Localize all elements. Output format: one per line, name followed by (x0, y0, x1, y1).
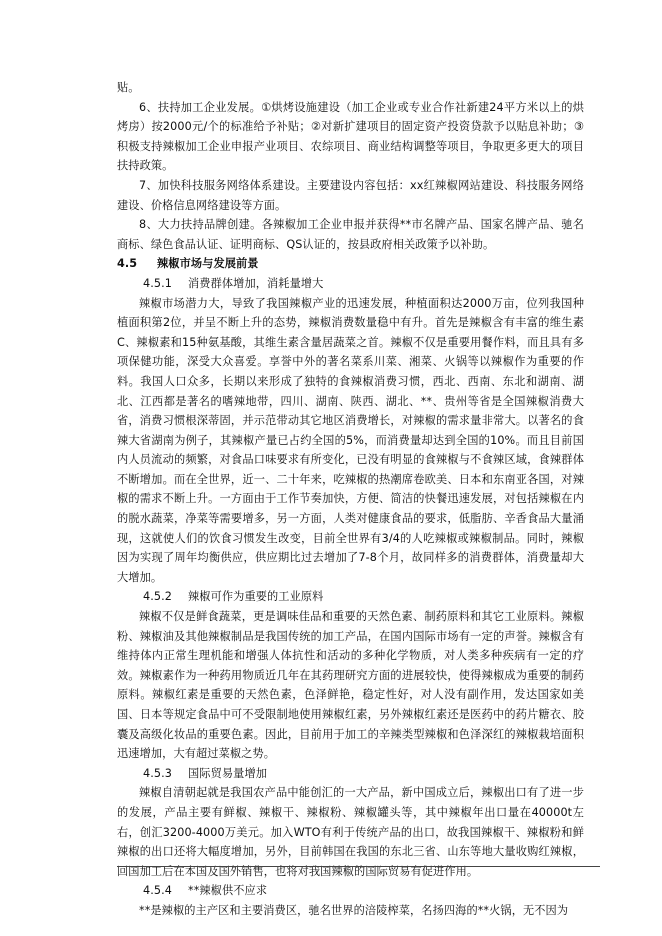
subsection-number: 4.5.1 (143, 276, 172, 290)
subsection-title: **辣椒供不应求 (188, 884, 268, 898)
subsection-heading-1 (117, 274, 584, 294)
subsection-title: 国际贸易量增加 (188, 766, 268, 780)
paragraph-item-6: 6、扶持加工企业发展。①烘烤设施建设（加工企业或专业合作社新建24平方米以上的烘烤房）按2000元/个的标准给予补贴；②对新扩建项目的固定资产投资贷款予以贴息补助；③积极支持辣椒加工企业申报产业项目、农综项目、商业结构调整等项目，争取更多更大的项目扶持政策。 (117, 100, 584, 173)
subsection-number: 4.5.2 (143, 590, 172, 604)
subsection-heading-3 (117, 764, 584, 784)
subsection-paragraph-2: 辣椒不仅是鲜食蔬菜，更是调味佳品和重要的天然色素、制药原料和其它工业原料。辣椒粉、辣椒油及其他辣椒制品是我国传统的加工产品，在国内国际市场有一定的声誉。辣椒含有维持体内正常生理机能和增强人体抗性和活动的多种化学物质，对人类多种疾病有一定的疗效。辣椒素作为一种药用物质近几年在其药理研究方面的进展较快，使得辣椒成为重要的制药原料。辣椒红素是重要的天然色素，色泽鲜艳，稳定性好，对人没有副作用，发达国家如美国、日本等规定食品中可不受限制地使用辣椒红素，另外辣椒红素还是医药中的药片糖衣、胶囊及高级化妆品的重要色素。因此，目前用于加工的辛辣类型辣椒和色泽深红的辣椒栽培面积迅速增加，大有超过菜椒之势。 (117, 610, 584, 761)
continuation-text: 贴。 (117, 81, 140, 94)
subsection-title: 消费群体增加，消耗量增大 (188, 276, 324, 290)
paragraph-item-7: 7、加快科技服务网络体系建设。主要建设内容包括：xx红辣椒网站建设、科技服务网络建设、价格信息网络建设等方面。 (117, 178, 584, 212)
footer-divider (117, 866, 600, 867)
section-title: 辣椒市场与发展前景 (157, 257, 259, 271)
subsection-title: 辣椒可作为重要的工业原料 (188, 590, 324, 604)
subsection-number: 4.5.3 (143, 766, 172, 780)
section-number: 4.5 (117, 257, 138, 271)
document-body (117, 78, 584, 921)
paragraph-item-8: 8、大力扶持品牌创建。各辣椒加工企业申报并获得**市名牌产品、国家名牌产品、驰名商标、绿色食品认证、证明商标、QS认证的，按县政府相关政策予以补助。 (117, 218, 584, 251)
section-heading (117, 254, 584, 274)
subsection-paragraph-3: 辣椒自清朝起就是我国农产品中能创汇的一大产品，新中国成立后，辣椒出口有了进一步的发展，产品主要有鲜椒、辣椒干、辣椒粉、辣椒罐头等，其中辣椒年出口量在40000t左右，创汇3200-4000万美元。加入WTO有利于传统产品的出口，故我国辣椒干、辣椒粉和鲜辣椒的出口还将大幅度增加，另外，目前韩国在我国的东北三省、山东等地大量收购红辣椒，回国加工后在本国及国外销售，也将对我国辣椒的国际贸易有促进作用。 (117, 786, 584, 878)
subsection-paragraph-4: **是辣椒的主产区和主要消费区，驰名世界的涪陵榨菜，名扬四海的**火锅，无不因为 (139, 903, 569, 917)
subsection-heading-2 (117, 587, 584, 607)
subsection-paragraph-1: 辣椒市场潜力大，导致了我国辣椒产业的迅速发展，种植面积达2000万亩，位列我国种植面积第2位，并呈不断上升的态势，辣椒消费数量稳中有升。首先是辣椒含有丰富的维生素C、辣椒素和15种氨基酸，其维生素含量居蔬菜之首。辣椒不仅是重要用餐作料，而且具有多项保健功能，深受大众喜爱。享誉中外的著名菜系川菜、湘菜、火锅等以辣椒作为重要的作料。我国人口众多，长期以来形成了独特的食辣椒消费习惯，西北、西南、东北和湖南、湖北、江西都是著名的嗜辣地带，四川、湖南、陕西、湖北、**、贵州等省是全国辣椒消费大省，消费习惯根深蒂固，并示范带动其它地区消费增长，对辣椒的需求量非常大。以著名的食辣大省湖南为例子，其辣椒产量已占约全国的5%，而消费量却达到全国的10%。而且目前国内人员流动的频繁，对食品口味要求有所变化，已没有明显的食辣椒与不食辣区域，食辣群体不断增加。而在全世界，近一、二十年来，吃辣椒的热潮席卷欧美、日本和东南亚各国，对辣椒的需求不断上升。一方面由于工作节奏加快，方便、简洁的快餐迅速发展，对包括辣椒在内的脱水蔬菜，净菜等需要增多，另一方面，人类对健康食品的要求，低脂肪、辛香食品大量涌现，这就使人们的饮食习惯发生改变，目前全世界有3/4的人吃辣椒或辣椒制品。同时，辣椒因为实现了周年均衡供应，供应期比过去增加了7-8个月，故同样多的消费群体，消费量却大大增加。 (117, 296, 584, 584)
subsection-number: 4.5.4 (143, 884, 172, 898)
subsection-heading-4 (117, 881, 584, 901)
